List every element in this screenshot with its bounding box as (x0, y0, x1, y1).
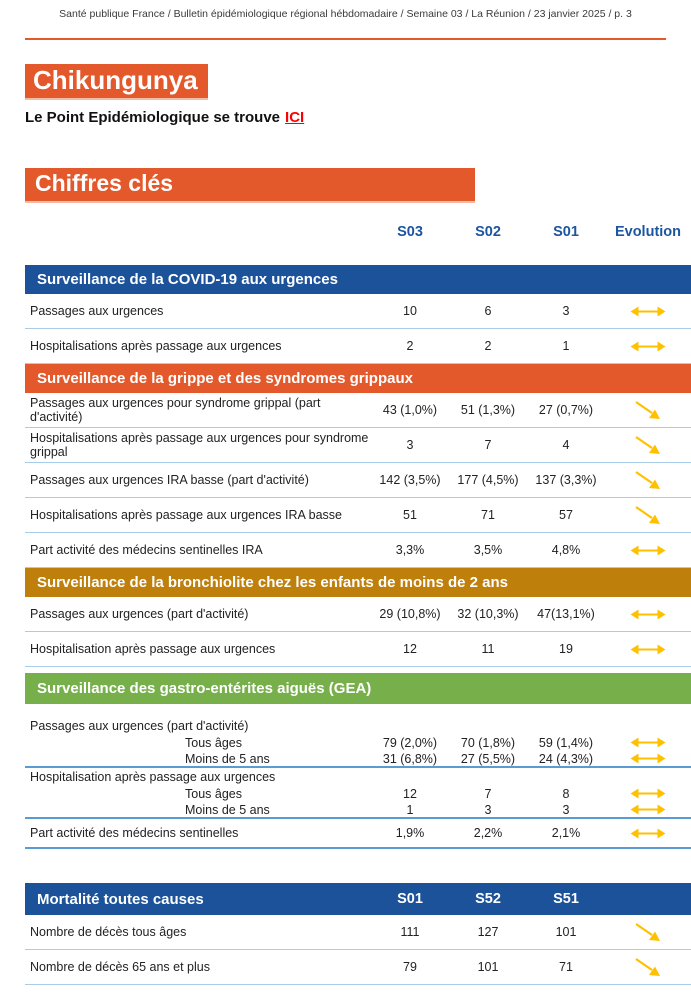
trend-cell (605, 922, 691, 943)
value-s52: 101 (477, 960, 499, 974)
column-header-row (25, 221, 691, 243)
point-epi-line (25, 109, 691, 126)
value-s01: 19 (559, 642, 573, 656)
value-s01: 2,1% (551, 826, 581, 840)
table-row (25, 597, 691, 632)
chiffres-cles-title: Chiffres clés (25, 168, 475, 203)
table-row (25, 393, 691, 428)
stable-arrow-icon (630, 341, 666, 352)
row-label: Nombre de décès 65 ans et plus (30, 960, 210, 974)
trend-cell (605, 306, 691, 317)
group-label-row (25, 717, 691, 734)
row-label: Hospitalisations après passage aux urgences pour syndrome grippal (30, 431, 369, 459)
section-header-bronchiolite: Surveillance de la bronchiolite chez les enfants de moins de 2 ans (25, 568, 691, 597)
value-s01: 57 (559, 508, 573, 522)
row-label: Tous âges (185, 735, 242, 750)
value-s02: 2,2% (473, 826, 503, 840)
spacer (25, 704, 691, 717)
trend-cell (605, 505, 691, 526)
value-s01: 4 (562, 438, 570, 452)
value-s02: 32 (10,3%) (457, 607, 519, 621)
stable-arrow-icon (630, 753, 666, 764)
table-row (25, 498, 691, 533)
column-header-s52: S52 (475, 891, 501, 907)
value-s03: 142 (3,5%) (379, 473, 441, 487)
row-label: Passages aux urgences (30, 304, 164, 318)
stable-arrow-icon (630, 609, 666, 620)
value-s03: 1 (406, 802, 414, 817)
stable-arrow-icon (630, 788, 666, 799)
value-s03: 3,3% (395, 543, 425, 557)
down-arrow-icon (634, 470, 662, 491)
trend-cell (605, 788, 691, 799)
stable-arrow-icon (630, 737, 666, 748)
value-s03: 12 (403, 642, 417, 656)
value-s02: 6 (484, 304, 492, 318)
value-s02: 71 (481, 508, 495, 522)
chikungunya-title: Chikungunya (25, 64, 208, 100)
trend-cell (605, 804, 691, 815)
table-row (25, 785, 691, 802)
table-row (25, 915, 691, 950)
value-s51: 101 (555, 925, 577, 939)
row-label: Tous âges (185, 786, 242, 801)
stable-arrow-icon (630, 306, 666, 317)
value-s01: 24 (4,3%) (538, 751, 594, 766)
column-header-s01: S01 (553, 224, 579, 240)
row-label: Hospitalisations après passage aux urgences (30, 339, 282, 353)
table-row (25, 463, 691, 498)
value-s02: 7 (484, 786, 492, 801)
value-s03: 1,9% (395, 826, 425, 840)
stable-arrow-icon (630, 828, 666, 839)
trend-cell (605, 470, 691, 491)
trend-cell (605, 609, 691, 620)
value-s02: 7 (484, 438, 492, 452)
value-s02: 177 (4,5%) (457, 473, 519, 487)
value-s02: 11 (481, 642, 495, 656)
stable-arrow-icon (630, 545, 666, 556)
table-row (25, 950, 691, 985)
row-label: Nombre de décès tous âges (30, 925, 187, 939)
trend-cell (605, 644, 691, 655)
row-label: Moins de 5 ans (185, 802, 270, 817)
value-s02: 70 (1,8%) (460, 735, 516, 750)
value-s03: 51 (403, 508, 417, 522)
trend-cell (605, 435, 691, 456)
group-label-row (25, 768, 691, 785)
value-s01: 137 (3,3%) (535, 473, 597, 487)
down-arrow-icon (634, 957, 662, 978)
value-s03: 43 (1,0%) (382, 403, 438, 417)
point-epi-text: Le Point Epidémiologique se trouve (25, 109, 281, 126)
value-s03: 31 (6,8%) (382, 751, 438, 766)
table-row (25, 428, 691, 463)
document-header: Santé publique France / Bulletin épidémiologique régional hébdomadaire / Semaine 03 / La Réunion / 23 janvier 2025 / p. 3 (59, 8, 632, 20)
trend-cell (605, 341, 691, 352)
mortality-table (25, 883, 691, 985)
row-label: Hospitalisations après passage aux urgences IRA basse (30, 508, 342, 522)
table-row (25, 533, 691, 568)
column-header-s02: S02 (475, 224, 501, 240)
value-s03: 29 (10,8%) (379, 607, 441, 621)
trend-cell (605, 737, 691, 748)
value-s01: 47(13,1%) (537, 607, 595, 621)
stable-arrow-icon (630, 804, 666, 815)
down-arrow-icon (634, 505, 662, 526)
section-header-gea: Surveillance des gastro-entérites aiguës (GEA) (25, 673, 691, 704)
value-s03: 2 (406, 339, 414, 353)
value-s01: 8 (562, 786, 570, 801)
row-label: Moins de 5 ans (185, 751, 270, 766)
trend-cell (605, 957, 691, 978)
page-content (25, 40, 691, 985)
value-s52: 127 (477, 925, 499, 939)
table-row (25, 329, 691, 364)
column-header-s51: S51 (553, 891, 579, 907)
table-row (25, 632, 691, 667)
value-s02: 51 (1,3%) (460, 403, 516, 417)
mortality-header-row (25, 883, 691, 915)
table-row (25, 294, 691, 329)
stable-arrow-icon (630, 644, 666, 655)
column-header-s03: S03 (397, 224, 423, 240)
value-s01: 111 (400, 925, 420, 939)
down-arrow-icon (634, 922, 662, 943)
trend-cell (605, 828, 691, 839)
value-s01: 4,8% (551, 543, 581, 557)
table-row (25, 734, 691, 751)
trend-cell (605, 753, 691, 764)
row-label: Hospitalisation après passage aux urgences (30, 642, 276, 656)
value-s51: 71 (559, 960, 573, 974)
table-row (25, 802, 691, 819)
value-s03: 10 (403, 304, 417, 318)
down-arrow-icon (634, 435, 662, 456)
row-label: Part activité des médecins sentinelles (30, 826, 239, 840)
value-s03: 12 (403, 786, 417, 801)
value-s01: 79 (403, 960, 417, 974)
value-s03: 3 (406, 438, 414, 452)
value-s01: 3 (562, 802, 570, 817)
row-label: Passages aux urgences pour syndrome grippal (part d'activité) (30, 396, 321, 424)
trend-cell (605, 400, 691, 421)
value-s01: 1 (562, 339, 570, 353)
column-header-evolution: Evolution (614, 224, 682, 240)
value-s01: 27 (0,7%) (538, 403, 594, 417)
value-s02: 2 (484, 339, 492, 353)
row-label: Passages aux urgences (part d'activité) (30, 718, 249, 733)
value-s01: 59 (1,4%) (538, 735, 594, 750)
section-header-covid: Surveillance de la COVID-19 aux urgences (25, 265, 691, 294)
value-s01: 3 (562, 304, 570, 318)
row-label: Hospitalisation après passage aux urgences (30, 769, 276, 784)
row-label: Passages aux urgences (part d'activité) (30, 607, 249, 621)
down-arrow-icon (634, 400, 662, 421)
table-row (25, 819, 691, 849)
table-row (25, 751, 691, 768)
value-s02: 27 (5,5%) (460, 751, 516, 766)
value-s02: 3 (484, 802, 492, 817)
mortality-title: Mortalité toutes causes (37, 890, 204, 908)
row-label: Part activité des médecins sentinelles IRA (30, 543, 263, 557)
row-label: Passages aux urgences IRA basse (part d'activité) (30, 473, 309, 487)
ici-link[interactable]: ICI (285, 109, 305, 126)
value-s02: 3,5% (473, 543, 503, 557)
section-header-grippe: Surveillance de la grippe et des syndromes grippaux (25, 364, 691, 393)
trend-cell (605, 545, 691, 556)
column-header-s01: S01 (397, 891, 423, 907)
value-s03: 79 (2,0%) (382, 735, 438, 750)
